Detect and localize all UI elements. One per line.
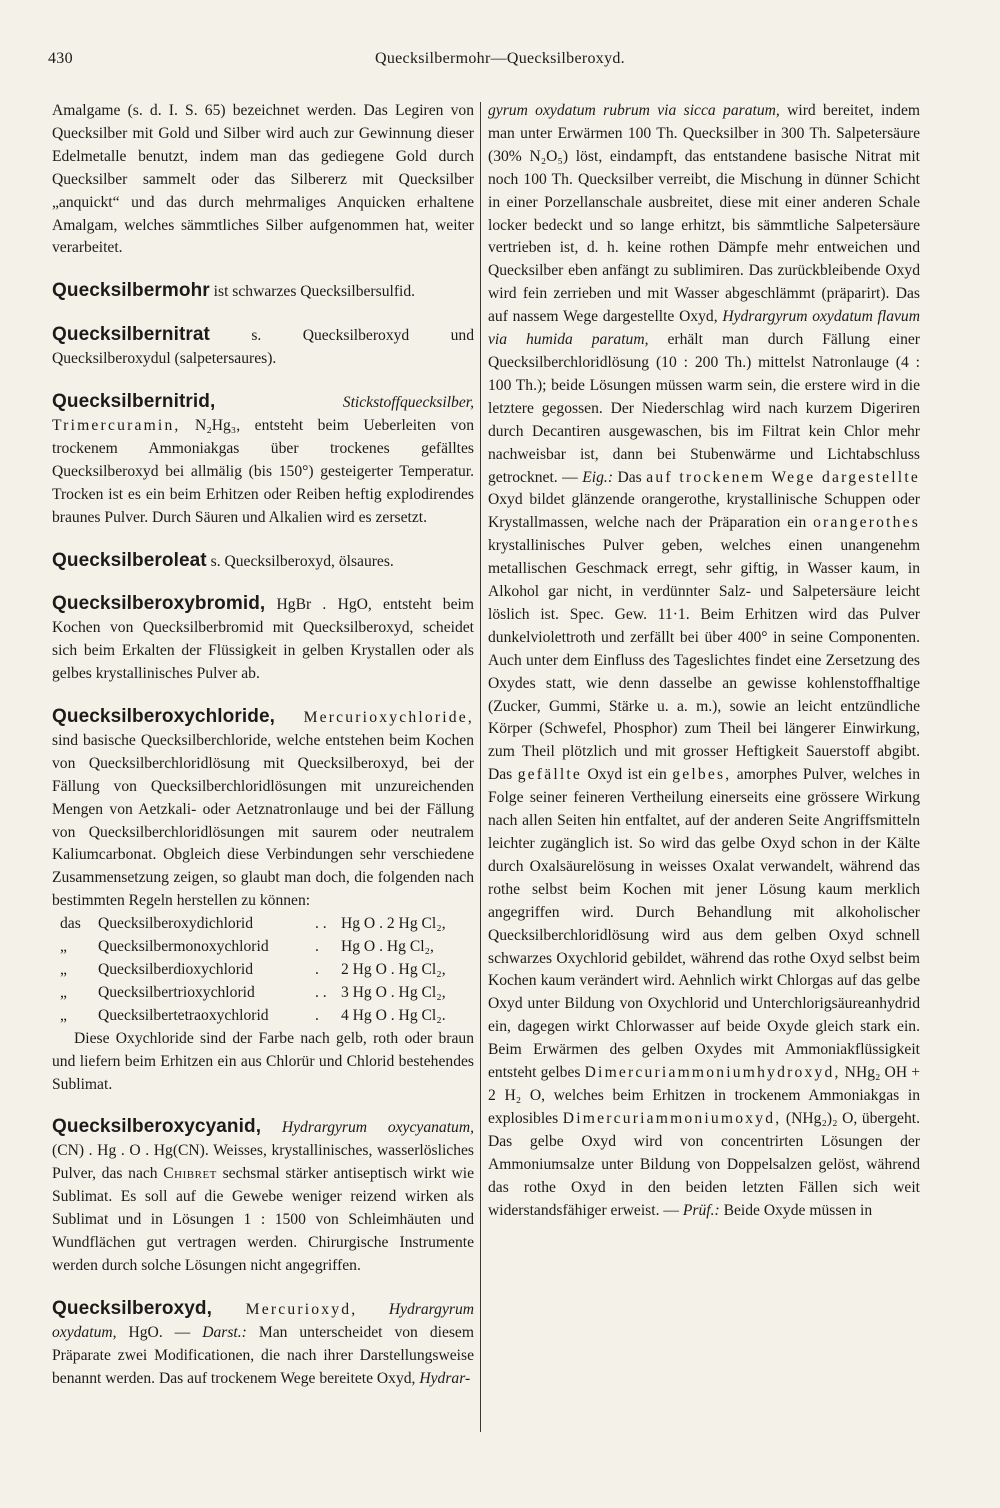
leader-dots: . bbox=[314, 938, 319, 956]
running-head bbox=[0, 50, 1000, 72]
column-divider bbox=[480, 102, 481, 1432]
entry-text: ist schwarzes Quecksilbersulfid. bbox=[209, 283, 416, 301]
synonym: Hydrargyrum oxydatum, bbox=[52, 1300, 474, 1341]
entry-text: sechsmal stärker antiseptisch wirkt wie Sublimat. Es soll auf die Gewebe weniger reizend wirken als Sublimat und in Lösungen 1 : 1500 von Schleimhäuten und Wundflächen gut vertragen werden. Chirurgische Instrumente werden durch solche Lösungen nicht angegriffen. bbox=[52, 1165, 474, 1274]
compound-mark: „ bbox=[60, 961, 67, 978]
body-text: wird bereitet, indem man unter Erwärmen 100 Th. Quecksilber in 300 Th. Salpetersäure (30% N₂O₅) löst, eindampft, das entstandene basische Nitrat mit noch 100 Th. Quecksilber verreibt, die Mischung in dünner Schicht in einer Porzellanschale ausbreitet, diese mit einer anderen Schale locker bedeckt und so lange erhitzt, bis sämmtliche Salpetersäure vertrieben ist, d. h. keine rothen Dämpfe mehr entweichen und Quecksilber eben anfängt zu sublimiren. Das zurückbleibende Oxyd wird fein zerrieben und mit Wasser abgeschlämmt (präparirt). Das auf nassem Wege dargestellte Oxyd, bbox=[488, 102, 920, 326]
headword: Quecksilberoxychloride, bbox=[52, 706, 275, 728]
formula: N₂Hg₃, bbox=[180, 416, 241, 434]
compound-name: Quecksilberoxydichlorid bbox=[98, 915, 254, 933]
compound-name: Quecksilberdioxychlorid bbox=[98, 961, 254, 978]
compound-formula: 2 Hg O . Hg Cl₂, bbox=[340, 961, 446, 978]
spaced-term: auf trockenem Wege dargestellte bbox=[646, 468, 920, 486]
headword: Quecksilberoxyd, bbox=[52, 1297, 213, 1319]
entry-quecksilberoxyd bbox=[52, 1298, 474, 1391]
oxychloride-table bbox=[52, 913, 474, 1028]
entry-text: s. Quecksilberoxyd und Quecksilberoxydul (salpetersaures). bbox=[52, 327, 474, 368]
compound-name: Quecksilbermonoxychlorid bbox=[98, 938, 269, 956]
compound-row bbox=[52, 959, 474, 982]
compound-formula: Hg O . Hg Cl₂, bbox=[340, 938, 434, 956]
compound-row bbox=[52, 936, 474, 959]
headword: Quecksilbernitrat bbox=[52, 324, 210, 346]
body-text: Oxyd bildet glänzende orangerothe, krystallinische Schuppen oder Krystallmassen, welche nach der Präparation ein bbox=[488, 491, 920, 532]
spaced-term: Dimercuriammoniumhydroxyd, bbox=[584, 1064, 841, 1082]
body-text: NHg₂ OH + 2 H₂ O, welches beim Erhitzen in trockenem Ammoniakgas in explosibles bbox=[488, 1064, 920, 1127]
entry-text: HgBr . HgO, entsteht beim Kochen von Quecksilberbromid mit Quecksilberoxyd, scheidet sich beim Erkalten der Flüssigkeit in gelben Krystallen oder als gelbes krystallinisches Pulver ab. bbox=[52, 596, 474, 683]
body-text: (NHg₂)₂ O, übergeht. Das gelbe Oxyd wird von concentrirten Lösungen der Ammoniumsalze unter Bildung von Doppelsalzen gelöst, während das rothe Oxyd in den beiden letzten Fällen sich weit widerstandsfähiger erweist. — bbox=[488, 1109, 920, 1219]
compound-mark: „ bbox=[60, 983, 67, 1001]
compound-mark: das bbox=[60, 915, 81, 933]
section-label-darst: Darst.: bbox=[202, 1323, 247, 1341]
body-text: Das bbox=[613, 468, 647, 486]
spaced-term: Trimercuramin, bbox=[52, 416, 181, 434]
compound-row bbox=[52, 913, 474, 936]
entry-quecksilbermohr bbox=[52, 280, 474, 304]
compound-formula: 3 Hg O . Hg Cl₂, bbox=[340, 983, 446, 1001]
entry-text: sind basische Quecksilberchloride, welche entstehen beim Kochen von Quecksilberchloridlösung mit Quecksilberoxyd, bei der Fällung von Quecksilberchloridlösungen mit unzureichenden Mengen von Aetzkali- oder Aetznatronlauge und bei der Fällung von Quecksilberchloridlösungen mit saurem oder neutralem Kaliumcarbonat. Obgleich diese Verbindungen sehr verschiedene Zusammensetzung zeigen, so glaubt man doch, die folgenden nach bestimmten Regeln herstellen zu können: bbox=[52, 731, 474, 910]
headword: Quecksilbermohr bbox=[52, 280, 210, 302]
entry-quecksilbernitrat bbox=[52, 324, 474, 371]
page-number: 430 bbox=[48, 50, 73, 67]
entry-text: HgO. — bbox=[116, 1323, 203, 1341]
entry-text: (CN) . Hg . O . Hg(CN). Weisses, krystallinisches, wasserlösliches Pulver, das nach bbox=[52, 1142, 474, 1183]
spaced-term: Dimercuriammoniumoxyd, bbox=[562, 1109, 782, 1127]
left-column bbox=[52, 100, 474, 1390]
leader-dots: . . bbox=[314, 915, 327, 933]
right-column bbox=[488, 100, 920, 1222]
compound-formula: 4 Hg O . Hg Cl₂. bbox=[340, 1006, 446, 1024]
body-text: Oxyd ist ein bbox=[582, 766, 673, 784]
author-name: Chibret bbox=[163, 1165, 217, 1183]
headword: Quecksilberoxybromid, bbox=[52, 593, 266, 615]
synonym: Stickstoffquecksilber, bbox=[215, 394, 474, 412]
headword: Quecksilbernitrid, bbox=[52, 391, 216, 413]
spaced-term: gelbes, bbox=[672, 766, 732, 784]
body-text: erhält man durch Fällung einer Quecksilberchloridlösung (10 : 200 Th.) mittelst Natronlauge (4 : 100 Th.); beide Lösungen müssen warm sein, die erstere wird in die letztere gegossen. Der Niederschlag wird nach kurzem Digeriren durch Decantiren ausgewaschen, bis im Filtrat kein Chlor mehr nachweisbar ist, dann bei Stubenwärme und Lichtabschluss getrocknet. — bbox=[488, 331, 920, 486]
spaced-term: Mercurioxychloride, bbox=[275, 709, 474, 727]
latin-name: Hydrar- bbox=[419, 1369, 471, 1387]
compound-row bbox=[52, 1005, 474, 1028]
spaced-term: gefällte bbox=[517, 766, 583, 784]
leader-dots: . bbox=[314, 961, 319, 978]
spaced-term: Mercurioxyd, bbox=[212, 1300, 358, 1318]
body-text: amorphes Pulver, welches in Folge seiner feineren Vertheilung einerseits eine grössere Wirkung nach allen Seiten hin entfaltet, auf der anderen Seite Angriffsmitteln leichter zugänglich ist. So wird das gelbe Oxyd schon in der Kälte durch Oxalsäurelösung in weisses Oxalat verwandelt, während das rothe selbst beim Kochen mit jener Lösung kaum merklich angegriffen wird. Durch Behandlung mit alkoholischer Quecksilberchloridlösung wird aus dem gelben Oxyd schnell schwarzes Oxychlorid gebildet, während das rothe Oxyd selbst beim Kochen kaum verändert wird. Aehnlich wirkt Chlorgas auf das gelbe Oxyd unter Bildung von Oxychlorid und Unterchlorigsäureanhydrid ein, dagegen wirkt Chlorwasser auf beide Oxyde gleich stark ein. Beim Erwärmen des gelben Oxydes mit Ammoniakflüssigkeit entsteht gelbes bbox=[488, 766, 921, 1082]
leader-dots: . . bbox=[314, 983, 327, 1001]
entry-text: entsteht beim Ueberleiten von trockenem Ammoniakgas über trockenes gefälltes Quecksilberoxyd bei allmälig (bis 150°) gesteigerter Temperatur. Trocken ist es ein beim Erhitzen oder Reiben heftig explodirendes braunes Pulver. Durch Säuren und Alkalien wird es zersetzt. bbox=[52, 416, 474, 526]
compound-mark: „ bbox=[60, 938, 67, 956]
entry-quecksilberoxybromid bbox=[52, 593, 474, 686]
amalgam-continuation: Amalgame (s. d. I. S. 65) bezeichnet werden. Das Legiren von Quecksilber mit Gold und Silber wird auch zur Gewinnung dieser Edelmetalle benutzt, indem man das gediegene Gold durch Quecksilber sammelt oder das Silbererz mit Quecksilber „anquickt“ und das durch mehrmaliges Anquicken erhaltene Amalgam, welches sämmtliches Silber aufgenommen hat, weiter verarbeitet. bbox=[52, 102, 474, 257]
running-title: Quecksilbermohr—Quecksilberoxyd. bbox=[375, 50, 625, 67]
latin-name: gyrum oxydatum rubrum via sicca paratum, bbox=[488, 102, 780, 119]
entry-text: Man unterscheidet von diesem Präparate zwei Modificationen, die nach ihrer Darstellungsweise benannt werden. Das auf trockenem Wege bereitete Oxyd, bbox=[52, 1323, 474, 1387]
compound-mark: „ bbox=[60, 1006, 67, 1024]
entry-quecksilberoxychloride bbox=[52, 706, 474, 913]
leader-dots: . bbox=[314, 1006, 319, 1024]
synonym: Hydrargyrum oxycyanatum, bbox=[261, 1119, 474, 1137]
headword: Quecksilberoxycyanid, bbox=[52, 1116, 262, 1138]
body-text: Beide Oxyde müssen in bbox=[719, 1201, 873, 1219]
compound-name: Quecksilbertetraoxychlorid bbox=[98, 1006, 269, 1024]
oxychloride-remark: Diese Oxychloride sind der Farbe nach gelb, roth oder braun und liefern beim Erhitzen ein aus Chlorür und Chlorid bestehendes Sublimat. bbox=[52, 1029, 474, 1093]
entry-quecksilberoleat bbox=[52, 550, 474, 574]
spaced-term: orangerothes bbox=[813, 514, 920, 532]
entry-text: s. Quecksilberoxyd, ölsaures. bbox=[206, 552, 394, 570]
section-label-eig: Eig.: bbox=[582, 468, 614, 486]
compound-name: Quecksilbertrioxychlorid bbox=[98, 983, 255, 1001]
entry-quecksilberoxycyanid bbox=[52, 1116, 474, 1277]
headword: Quecksilberoleat bbox=[52, 549, 207, 571]
section-label-pruef: Prüf.: bbox=[682, 1201, 720, 1219]
quecksilberoxyd-continuation bbox=[488, 100, 920, 1222]
latin-name: Hydrargyrum oxydatum flavum via humida paratum, bbox=[488, 308, 920, 349]
compound-row bbox=[52, 982, 474, 1005]
compound-formula: Hg O . 2 Hg Cl₂, bbox=[340, 915, 446, 933]
entry-quecksilbernitrid bbox=[52, 391, 474, 529]
body-text: krystallinisches Pulver geben, welches einen unangenehm metallischen Geschmack erregt, sehr giftig, in Wasser kaum, in Alkohol gar nicht, in verdünnter Salz- und Salpetersäure leicht löslich ist. Spec. Gew. 11·1. Beim Erhitzen wird das Pulver dunkelviolettroth und zerfällt bei über 400° in seine Componenten. Auch unter dem Einfluss des Tageslichtes findet eine Zersetzung des Oxydes statt, wie denn dasselbe an gewisse kohlenstoffhaltige (Zucker, Gummi, Stärke u. a. m.), sowie an leicht entzündliche Körper (Schwefel, Phosphor) zum Theil bei längerer Einwirkung, zum Theil plötzlich und mit grosser Heftigkeit Sauerstoff abgibt. Das bbox=[488, 537, 920, 784]
